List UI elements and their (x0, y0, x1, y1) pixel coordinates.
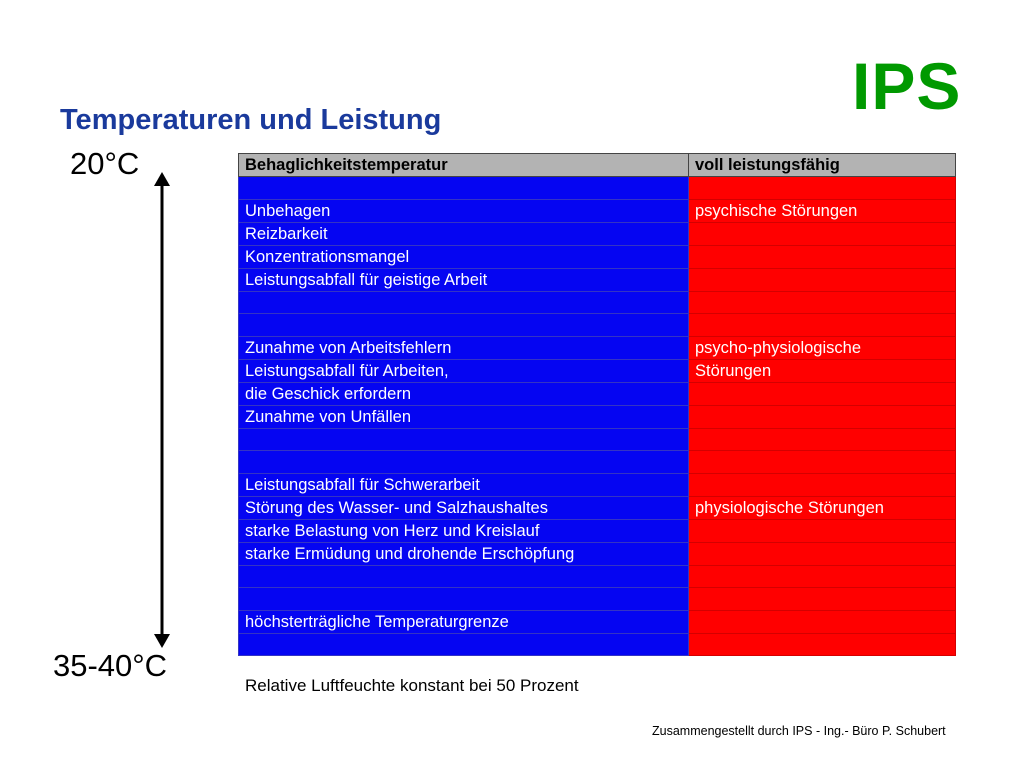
effect-cell: höchsterträgliche Temperaturgrenze (239, 610, 689, 633)
disturbance-cell (689, 633, 956, 656)
table-row (239, 496, 956, 519)
table-row (239, 405, 956, 428)
effect-cell: Leistungsabfall für Schwerarbeit (239, 473, 689, 496)
table-row (239, 519, 956, 542)
table-row (239, 245, 956, 268)
effect-cell (239, 177, 689, 200)
table-row (239, 633, 956, 656)
table-row (239, 588, 956, 611)
slide-title: Temperaturen und Leistung (60, 104, 442, 136)
disturbance-cell (689, 588, 956, 611)
disturbance-cell (689, 268, 956, 291)
effect-cell: Zunahme von Arbeitsfehlern (239, 336, 689, 359)
effect-cell: Unbehagen (239, 199, 689, 222)
disturbance-cell (689, 382, 956, 405)
disturbance-cell: psycho-physiologische (689, 336, 956, 359)
table-row (239, 291, 956, 314)
effect-cell: Reizbarkeit (239, 222, 689, 245)
table-row (239, 610, 956, 633)
temperature-performance-table (238, 153, 956, 656)
disturbance-cell (689, 610, 956, 633)
ips-logo: IPS (852, 49, 962, 123)
effect-cell (239, 588, 689, 611)
header-fully-efficient: voll leistungsfähig (689, 154, 956, 177)
table-row (239, 268, 956, 291)
disturbance-cell (689, 314, 956, 337)
table-row (239, 222, 956, 245)
effect-cell: Leistungsabfall für geistige Arbeit (239, 268, 689, 291)
footer-credit: Zusammengestellt durch IPS - Ing.- Büro P. Schubert (652, 724, 946, 738)
table-row (239, 382, 956, 405)
effect-cell (239, 451, 689, 474)
disturbance-cell (689, 245, 956, 268)
table-header-row (239, 154, 956, 177)
effect-cell (239, 291, 689, 314)
effect-cell: Leistungsabfall für Arbeiten, (239, 359, 689, 382)
effect-cell: starke Belastung von Herz und Kreislauf (239, 519, 689, 542)
table-row (239, 565, 956, 588)
effect-cell: starke Ermüdung und drohende Erschöpfung (239, 542, 689, 565)
effect-cell (239, 633, 689, 656)
table-row (239, 542, 956, 565)
disturbance-cell (689, 473, 956, 496)
disturbance-cell (689, 542, 956, 565)
humidity-note: Relative Luftfeuchte konstant bei 50 Prozent (245, 676, 579, 695)
effect-cell: Störung des Wasser- und Salzhaushaltes (239, 496, 689, 519)
table-row (239, 177, 956, 200)
disturbance-cell: Störungen (689, 359, 956, 382)
table-row (239, 199, 956, 222)
temperature-top-label: 20°C (70, 146, 140, 181)
header-comfort-temperature: Behaglichkeitstemperatur (239, 154, 689, 177)
disturbance-cell (689, 405, 956, 428)
disturbance-cell: psychische Störungen (689, 199, 956, 222)
disturbance-cell (689, 519, 956, 542)
effect-cell (239, 428, 689, 451)
temperature-bottom-label: 35-40°C (53, 648, 168, 683)
table-row (239, 451, 956, 474)
disturbance-cell (689, 291, 956, 314)
table-row (239, 314, 956, 337)
table-row (239, 359, 956, 382)
effect-cell (239, 314, 689, 337)
effect-cell: die Geschick erfordern (239, 382, 689, 405)
effect-cell (239, 565, 689, 588)
disturbance-cell: physiologische Störungen (689, 496, 956, 519)
effect-cell: Zunahme von Unfällen (239, 405, 689, 428)
table-row (239, 473, 956, 496)
disturbance-cell (689, 565, 956, 588)
disturbance-cell (689, 451, 956, 474)
disturbance-cell (689, 222, 956, 245)
table-row (239, 336, 956, 359)
temperature-scale-arrow (150, 172, 174, 648)
disturbance-cell (689, 428, 956, 451)
table-row (239, 428, 956, 451)
disturbance-cell (689, 177, 956, 200)
effect-cell: Konzentrationsmangel (239, 245, 689, 268)
